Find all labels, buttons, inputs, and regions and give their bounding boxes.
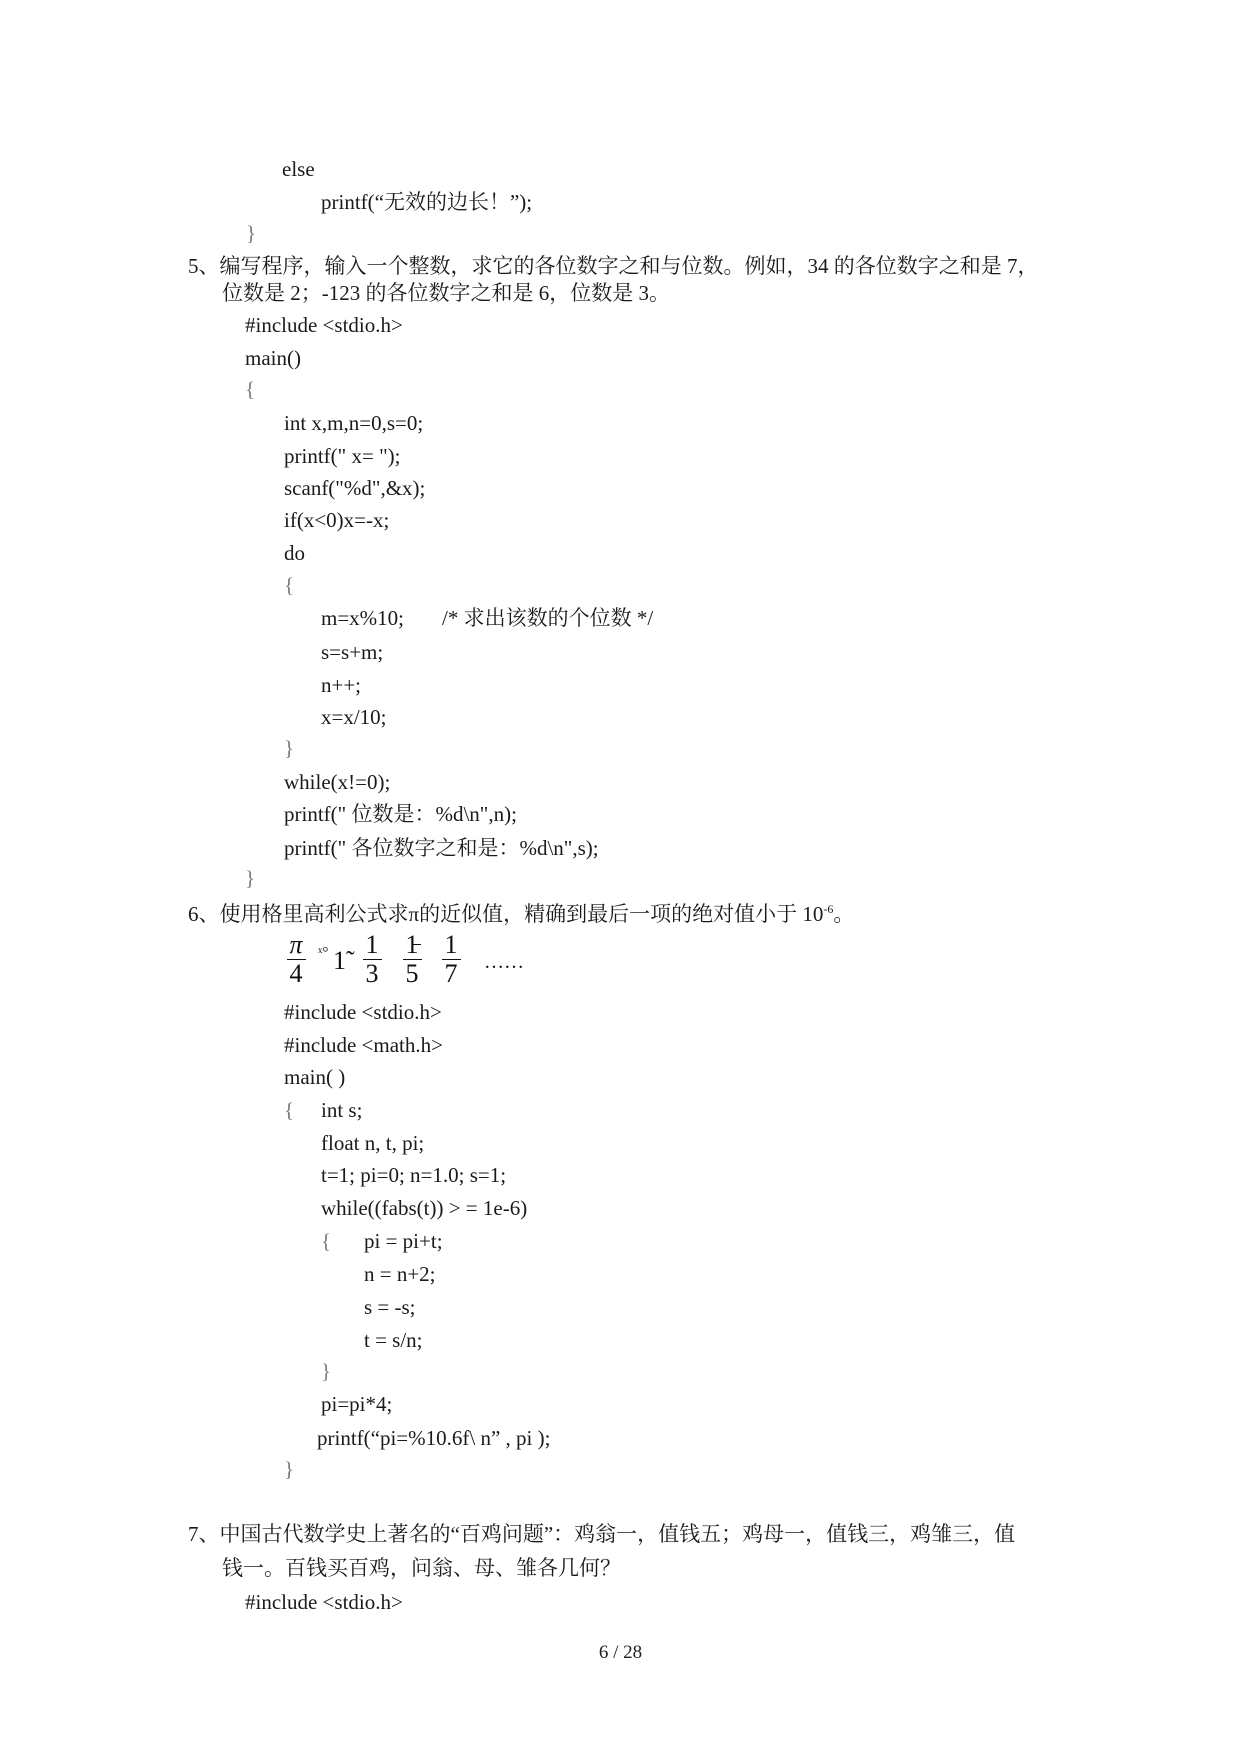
code-line-loop-close: } xyxy=(284,736,295,760)
code-line-do: do xyxy=(284,541,305,565)
code-line-print-pi: printf(“pi=%10.6f\ n” , pi ); xyxy=(317,1426,551,1450)
fraction-denominator: 3 xyxy=(365,959,379,988)
question-6-text xyxy=(188,902,854,926)
question-6-main: 6、使用格里高利公式求π的近似值，精确到最后一项的绝对值小于 10 xyxy=(188,902,824,926)
plus-sign-fragment xyxy=(412,944,421,945)
formula-lead-term: 1̃ xyxy=(333,946,346,975)
code-line-decl-int: int s; xyxy=(321,1098,363,1122)
fraction-numerator: 1 xyxy=(365,930,379,959)
code-line-main: main( ) xyxy=(284,1065,346,1089)
code-line-step-n: n = n+2; xyxy=(364,1262,436,1286)
code-line-step-s: s = -s; xyxy=(364,1295,416,1319)
code-line-include-math: #include <math.h> xyxy=(284,1033,443,1057)
code-line-div: x=x/10; xyxy=(321,705,387,729)
fraction-denominator: 7 xyxy=(444,959,458,988)
question-5-text: 5、编写程序，输入一个整数，求它的各位数字之和与位数。例如，34 的各位数字之和是 7， xyxy=(188,254,1039,278)
code-line-close-brace: } xyxy=(245,866,256,890)
code-line-while: while(x!=0); xyxy=(284,770,391,794)
code-line-scanf: scanf("%d",&x); xyxy=(284,476,426,500)
page-number: 6 / 28 xyxy=(598,1642,643,1663)
code-line-printf-invalid: printf(“无效的边长！”); xyxy=(321,190,533,214)
code-line-close-brace: } xyxy=(284,1457,295,1481)
code-line-loop-close: } xyxy=(321,1359,332,1383)
code-comment-mod: /* 求出该数的个位数 */ xyxy=(442,606,654,630)
fraction-numerator: 1 xyxy=(405,930,419,959)
question-7-text: 7、中国古代数学史上著名的“百鸡问题”：鸡翁一，值钱五；鸡母一，值钱三，鸡雏三，值 xyxy=(188,1522,1016,1546)
code-line-else: else xyxy=(282,157,315,181)
code-line-sum: s=s+m; xyxy=(321,640,384,664)
question-7-text-cont: 钱一。百钱买百鸡，问翁、母、雏各几何？ xyxy=(222,1556,621,1580)
code-line-init: t=1; pi=0; n=1.0; s=1; xyxy=(321,1163,507,1187)
code-line-decl: int x,m,n=0,s=0; xyxy=(284,411,424,435)
formula-fraction-pi-over-4 xyxy=(285,931,307,988)
formula-fraction-1-over-3 xyxy=(361,931,383,988)
formula-sign: ˣ° xyxy=(318,945,329,961)
code-line-include-stdio: #include <stdio.h> xyxy=(284,1000,442,1024)
formula-ellipsis: …… xyxy=(484,951,524,973)
code-line-include: #include <stdio.h> xyxy=(245,1590,403,1614)
fraction-denominator: 4 xyxy=(289,959,303,988)
code-line-loop-open: { xyxy=(284,573,295,597)
code-line-abs: if(x<0)x=-x; xyxy=(284,508,390,532)
code-line-close-brace: } xyxy=(246,221,257,245)
code-line-decl-float: float n, t, pi; xyxy=(321,1131,425,1155)
fraction-numerator: π xyxy=(289,930,303,959)
formula-fraction-1-over-5 xyxy=(401,931,423,988)
question-5-text-cont: 位数是 2；-123 的各位数字之和是 6，位数是 3。 xyxy=(222,281,670,305)
code-line-open-brace: { xyxy=(284,1098,295,1122)
code-line-mod: m=x%10; xyxy=(321,606,405,630)
formula-fraction-1-over-7 xyxy=(440,931,462,988)
code-line-main: main() xyxy=(245,346,301,370)
code-line-step-pi: pi = pi+t; xyxy=(364,1229,443,1253)
code-line-times4: pi=pi*4; xyxy=(321,1392,393,1416)
code-line-while: while((fabs(t)) > = 1e-6) xyxy=(321,1196,528,1220)
exponent: -6 xyxy=(823,902,834,916)
fraction-denominator: 5 xyxy=(405,959,419,988)
code-line-inc: n++; xyxy=(321,673,362,697)
code-line-prompt: printf(" x= "); xyxy=(284,444,401,468)
code-line-loop-open: { xyxy=(321,1229,332,1253)
code-line-include: #include <stdio.h> xyxy=(245,313,403,337)
question-6-tail: 。 xyxy=(833,902,855,926)
code-line-print-sum: printf(" 各位数字之和是：%d\n",s); xyxy=(284,836,599,860)
code-line-open-brace: { xyxy=(245,377,256,401)
code-line-step-t: t = s/n; xyxy=(364,1328,423,1352)
code-line-print-digits: printf(" 位数是：%d\n",n); xyxy=(284,802,517,826)
fraction-numerator: 1 xyxy=(444,930,458,959)
